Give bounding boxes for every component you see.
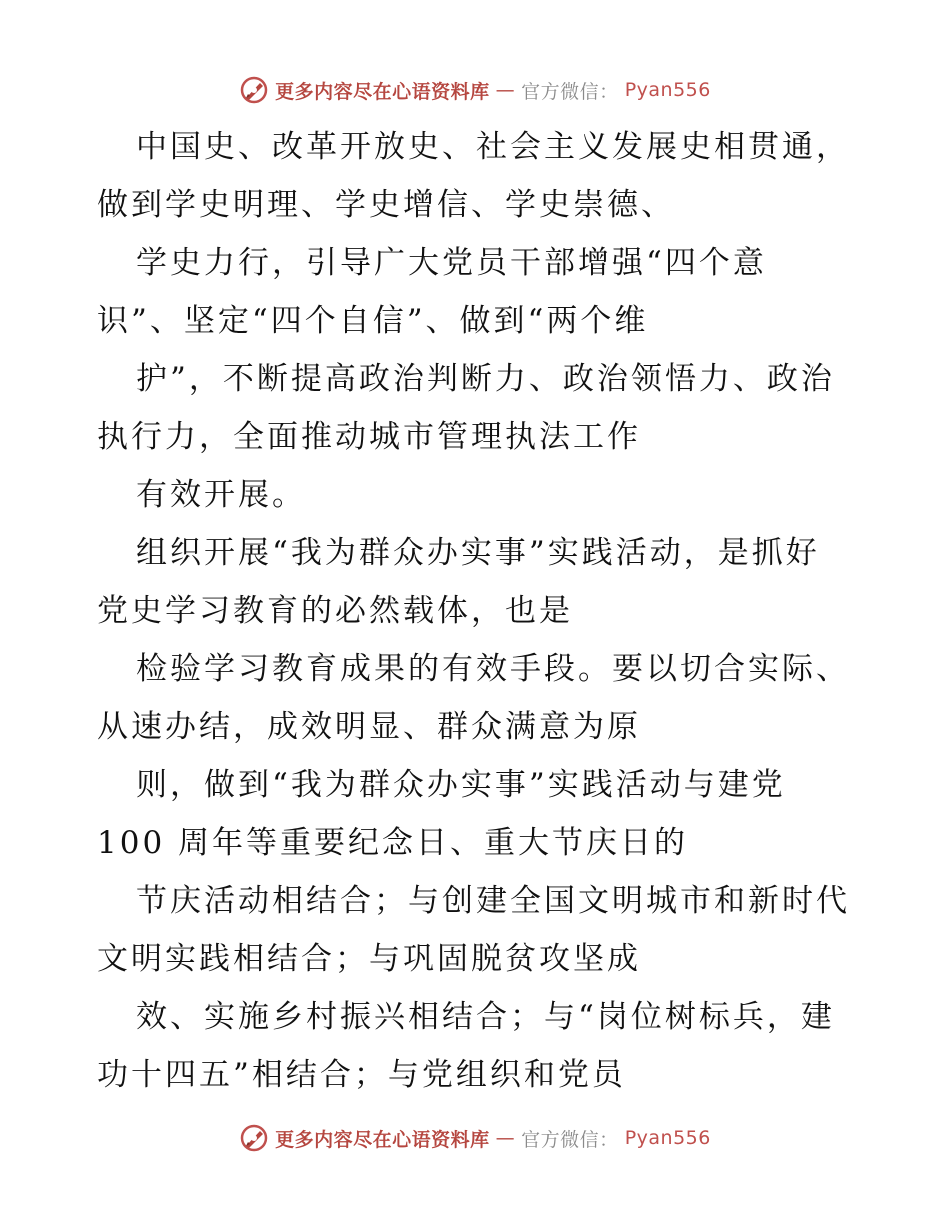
text-line: 功十四五”相结合；与党组织和党员 — [97, 1057, 626, 1093]
watermark-group — [239, 75, 711, 105]
watermark-separator: — — [495, 79, 516, 101]
watermark-wechat-id: Pyan556 — [624, 79, 711, 101]
watermark-separator: — — [495, 1127, 516, 1149]
quill-pen-icon — [239, 75, 269, 105]
text-line: 效、实施乡村振兴相结合；与“岗位树标兵，建 — [136, 999, 835, 1035]
text-line: 识”、坚定“四个自信”、做到“两个维 — [97, 303, 649, 339]
text-line: 党史学习教育的必然载体，也是 — [97, 593, 573, 629]
watermark-wechat-id: Pyan556 — [624, 1127, 711, 1149]
text-line: 做到学史明理、学史增信、学史崇德、 — [97, 187, 675, 223]
text-line: 中国史、改革开放史、社会主义发展史相贯通， — [136, 129, 850, 165]
text-line: 文明实践相结合；与巩固脱贫攻坚成 — [97, 941, 641, 977]
header-watermark — [0, 70, 950, 110]
text-line: 学史力行，引导广大党员干部增强“四个意 — [136, 245, 767, 281]
watermark-group — [239, 1123, 711, 1153]
text-line: 100 周年等重要纪念日、重大节庆日的 — [97, 825, 689, 861]
watermark-text: 更多内容尽在心语资料库 — [275, 1128, 490, 1151]
text-line: 检验学习教育成果的有效手段。要以切合实际、 — [136, 651, 850, 687]
quill-pen-icon — [239, 1123, 269, 1153]
watermark-wechat-label: 官方微信： — [521, 80, 619, 103]
footer-watermark — [0, 1118, 950, 1158]
text-line: 组织开展“我为群众办实事”实践活动，是抓好 — [136, 535, 820, 571]
text-line: 有效开展。 — [136, 477, 306, 513]
text-line: 从速办结，成效明显、群众满意为原 — [97, 709, 641, 745]
watermark-text: 更多内容尽在心语资料库 — [275, 80, 490, 103]
text-line: 执行力，全面推动城市管理执法工作 — [97, 419, 641, 455]
watermark-wechat-label: 官方微信： — [521, 1128, 619, 1151]
text-line: 节庆活动相结合；与创建全国文明城市和新时代 — [136, 883, 850, 919]
text-line: 护”，不断提高政治判断力、政治领悟力、政治 — [136, 361, 835, 397]
text-line: 则，做到“我为群众办实事”实践活动与建党 — [136, 767, 786, 803]
